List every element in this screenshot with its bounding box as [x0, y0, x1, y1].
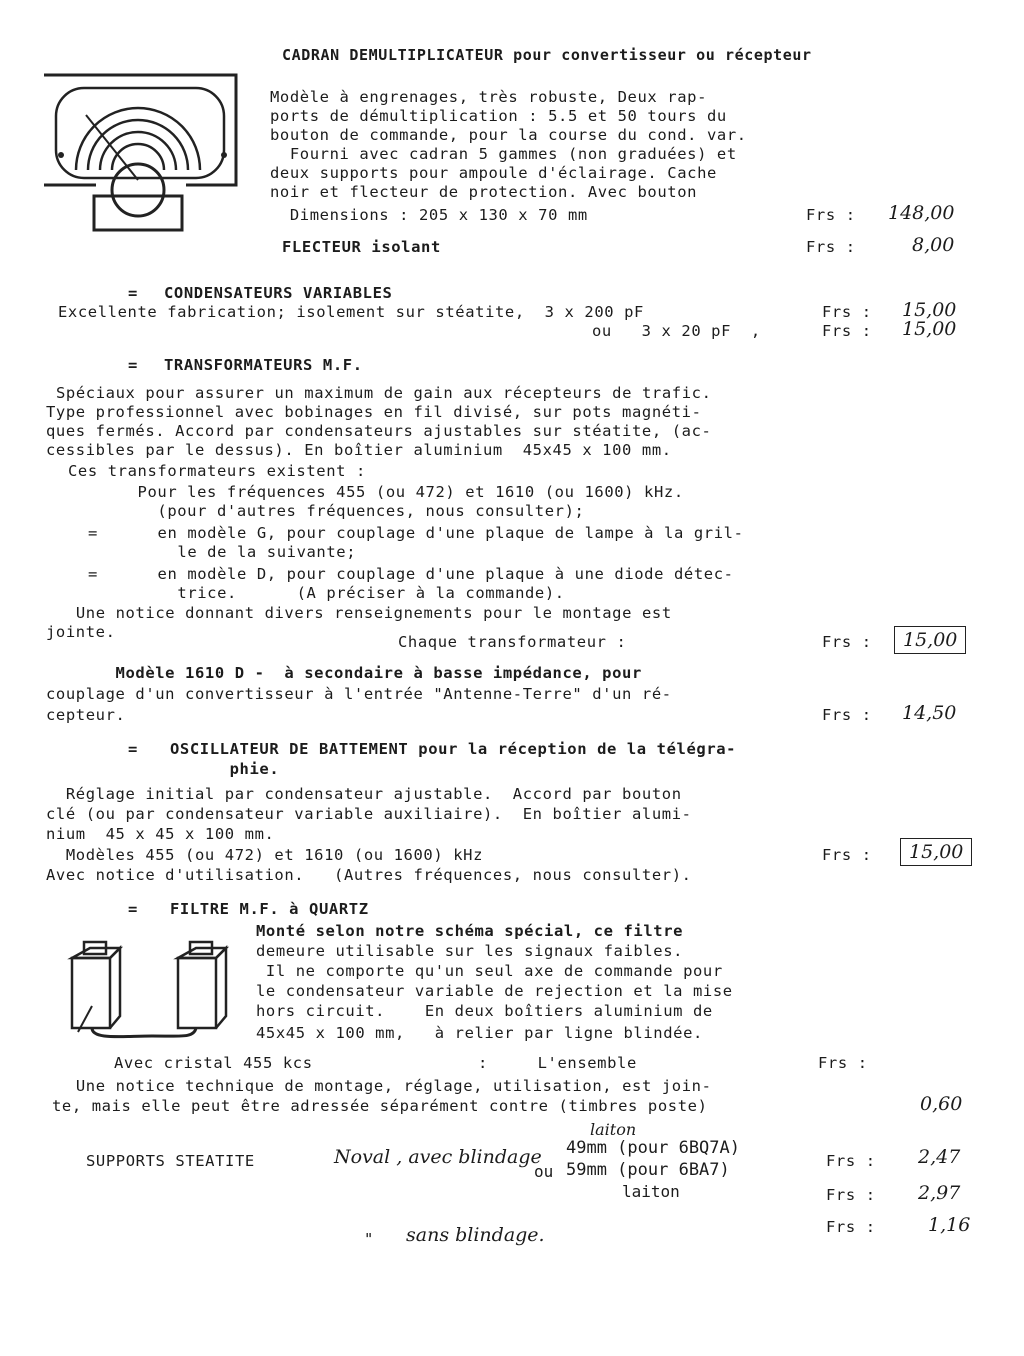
frs-label: Frs :: [822, 303, 872, 321]
oscillateur-price: 15,00: [900, 838, 972, 866]
notice-price: 0,60: [920, 1093, 963, 1115]
frs-label: Frs :: [822, 846, 872, 864]
cadran-line: bouton de commande, pour la course du cond. var.: [270, 126, 747, 144]
transfo-line: = en modèle G, pour couplage d'une plaque de lampe à la gril-: [88, 524, 744, 542]
transfo-line: Une notice donnant divers renseignements pour le montage est: [56, 604, 672, 622]
modele-1610-price: 14,50: [902, 702, 957, 724]
support-price: 2,97: [918, 1182, 961, 1204]
filtre-notice-line: te, mais elle peut être adressée séparément contre (timbres poste): [52, 1097, 708, 1115]
supports-laiton-bottom: laiton: [622, 1182, 680, 1201]
filtre-line: Il ne comporte qu'un seul axe de commande pour: [256, 962, 723, 980]
frs-label: Frs :: [806, 238, 856, 256]
frs-label: Frs :: [822, 706, 872, 724]
flecteur-label: FLECTEUR isolant: [282, 238, 441, 256]
transfo-line: jointe.: [46, 623, 116, 641]
filtre-line: le condensateur variable de rejection et la mise: [256, 982, 733, 1000]
filtre-ensemble: : L'ensemble: [478, 1054, 637, 1072]
condensateur-price: 15,00: [902, 299, 957, 321]
cadran-line: noir et flecteur de protection. Avec bouton: [270, 183, 698, 201]
frs-label: Frs :: [826, 1218, 876, 1236]
chaque-transfo-label: Chaque transformateur :: [398, 633, 627, 651]
oscillateur-title: phie.: [170, 760, 280, 778]
oscillateur-title: OSCILLATEUR DE BATTEMENT pour la réception de la télégra-: [170, 740, 737, 758]
filtre-line: hors circuit. En deux boîtiers aluminium de: [256, 1002, 713, 1020]
transfo-line: = en modèle D, pour couplage d'une plaque à une diode détec-: [88, 565, 734, 583]
condensateurs-title: CONDENSATEURS VARIABLES: [164, 284, 393, 302]
condensateurs-line: ou 3 x 20 pF ,: [592, 322, 761, 340]
section-bullet: =: [128, 740, 138, 758]
oscillateur-line: Réglage initial par condensateur ajustable. Accord par bouton: [46, 785, 682, 803]
flecteur-price: 8,00: [912, 234, 955, 256]
transfo-line: le de la suivante;: [88, 543, 357, 561]
cadran-line: Fourni avec cadran 5 gammes (non graduées) et: [270, 145, 737, 163]
cadran-price: 148,00: [888, 202, 955, 224]
section-bullet: =: [128, 356, 138, 374]
frs-label: Frs :: [806, 206, 856, 224]
supports-ou: ou: [534, 1162, 554, 1181]
modele-1610-line: couplage d'un convertisseur à l'entrée "Antenne-Terre" d'un ré-: [46, 685, 672, 703]
supports-noval: Noval , avec blindage: [334, 1146, 542, 1168]
condensateur-price: 15,00: [902, 318, 957, 340]
supports-49mm: 49mm (pour 6BQ7A): [566, 1138, 740, 1158]
transfo-line: ques fermés. Accord par condensateurs ajustables sur stéatite, (ac-: [46, 422, 712, 440]
cadran-line: deux supports pour ampoule d'éclairage. Cache: [270, 164, 717, 182]
section-bullet: =: [128, 900, 138, 918]
transfo-line: Type professionnel avec bobinages en fil divisé, sur pots magnéti-: [46, 403, 702, 421]
sans-blindage-bullet: ": [364, 1230, 374, 1248]
oscillateur-line: clé (ou par condensateur variable auxiliaire). En boîtier alumi-: [46, 805, 692, 823]
transfo-line: Ces transformateurs existent :: [68, 462, 366, 480]
supports-laiton-top: laiton: [590, 1120, 637, 1139]
supports-label: SUPPORTS STEATITE: [86, 1152, 255, 1170]
condensateurs-line: Excellente fabrication; isolement sur stéatite, 3 x 200 pF: [58, 303, 644, 321]
transfo-line: (pour d'autres fréquences, nous consulter);: [68, 502, 585, 520]
filtre-line: Monté selon notre schéma spécial, ce filtre: [256, 922, 684, 940]
support-price: 1,16: [928, 1214, 971, 1236]
transfo-line: trice. (A préciser à la commande).: [88, 584, 565, 602]
oscillateur-line: nium 45 x 45 x 100 mm.: [46, 825, 275, 843]
oscillateur-line: Avec notice d'utilisation. (Autres fréquences, nous consulter).: [46, 866, 692, 884]
filtre-notice-line: Une notice technique de montage, réglage, utilisation, est join-: [56, 1077, 712, 1095]
transfo-line: Pour les fréquences 455 (ou 472) et 1610 (ou 1600) kHz.: [68, 483, 684, 501]
support-price: 2,47: [918, 1146, 961, 1168]
transfo-price: 15,00: [894, 626, 966, 654]
cadran-title: CADRAN DEMULTIPLICATEUR pour convertisseur ou récepteur: [282, 46, 812, 64]
frs-label: Frs :: [822, 633, 872, 651]
frs-label: Frs :: [826, 1186, 876, 1204]
frs-label: Frs :: [822, 322, 872, 340]
section-bullet: =: [128, 284, 138, 302]
dial-illustration-icon: [36, 70, 246, 240]
filtre-cristal: Avec cristal 455 kcs: [114, 1054, 313, 1072]
modele-1610-line: cepteur.: [46, 706, 126, 724]
filtre-line: 45x45 x 100 mm, à relier par ligne blindée.: [256, 1024, 703, 1042]
modele-1610-line: Modèle 1610 D - à secondaire à basse impédance, pour: [46, 664, 642, 682]
transfo-line: cessibles par le dessus). En boîtier aluminium 45x45 x 100 mm.: [46, 441, 672, 459]
supports-59mm: 59mm (pour 6BA7): [566, 1160, 730, 1180]
quartz-filter-illustration-icon: [62, 936, 252, 1046]
cadran-line: ports de démultiplication : 5.5 et 50 tours du: [270, 107, 727, 125]
filtre-title: FILTRE M.F. à QUARTZ: [170, 900, 369, 918]
transfo-title: TRANSFORMATEURS M.F.: [164, 356, 363, 374]
transfo-line: Spéciaux pour assurer un maximum de gain aux récepteurs de trafic.: [56, 384, 712, 402]
filtre-line: demeure utilisable sur les signaux faibles.: [256, 942, 684, 960]
oscillateur-line: Modèles 455 (ou 472) et 1610 (ou 1600) kHz: [46, 846, 483, 864]
cadran-dimensions: Dimensions : 205 x 130 x 70 mm: [270, 206, 588, 224]
cadran-line: Modèle à engrenages, très robuste, Deux rap-: [270, 88, 707, 106]
frs-label: Frs :: [826, 1152, 876, 1170]
sans-blindage-label: sans blindage.: [406, 1224, 545, 1246]
frs-label: Frs :: [818, 1054, 868, 1072]
